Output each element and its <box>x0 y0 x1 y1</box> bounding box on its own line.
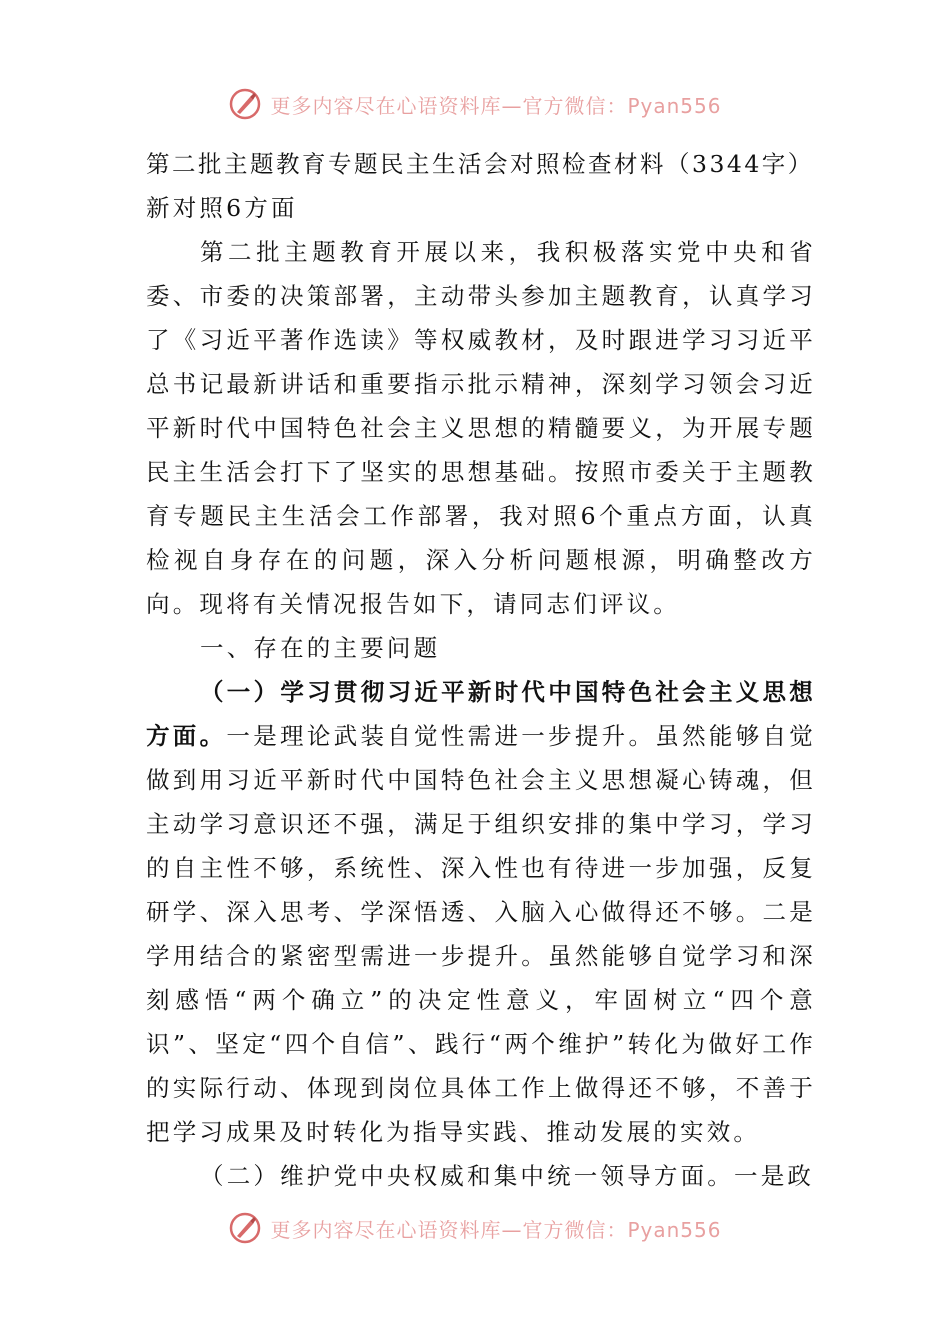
watermark-footer <box>0 1208 950 1248</box>
document-body <box>146 142 816 1198</box>
document-subtitle: 新对照6方面 <box>146 194 298 222</box>
point-one-heading: （一）学习贯彻习近平新时代中国特色社会主义思想方面。 <box>146 678 816 750</box>
point-one-paragraph <box>146 670 816 1154</box>
section-heading-problems: 一、存在的主要问题 <box>200 634 441 662</box>
watermark-text: 更多内容尽在心语资料库—官方微信：Pyan556 <box>270 1217 722 1242</box>
document-title: 第二批主题教育专题民主生活会对照检查材料（3344字） <box>146 150 814 178</box>
watermark-header <box>0 84 950 124</box>
watermark-text: 更多内容尽在心语资料库—官方微信：Pyan556 <box>270 93 722 118</box>
point-one-body: 一是理论武装自觉性需进一步提升。虽然能够自觉做到用习近平新时代中国特色社会主义思想凝心铸魂，但主动学习意识还不强，满足于组织安排的集中学习，学习的自主性不够，系统性、深入性也有待进一步加强，反复研学、深入思考、学深悟透、入脑入心做得还不够。二是学用结合的紧密型需进一步提升。虽然能够自觉学习和深刻感悟“两个确立”的决定性意义，牢固树立“四个意识”、坚定“四个自信”、践行“两个维护”转化为做好工作的实际行动、体现到岗位具体工作上做得还不够，不善于把学习成果及时转化为指导实践、推动发展的实效。 <box>146 722 816 1146</box>
intro-paragraph: 第二批主题教育开展以来，我积极落实党中央和省委、市委的决策部署，主动带头参加主题教育，认真学习了《习近平著作选读》等权威教材，及时跟进学习习近平总书记最新讲话和重要指示批示精神，深刻学习领会习近平新时代中国特色社会主义思想的精髓要义，为开展专题民主生活会打下了坚实的思想基础。按照市委关于主题教育专题民主生活会工作部署，我对照6个重点方面，认真检视自身存在的问题，深入分析问题根源，明确整改方向。现将有关情况报告如下，请同志们评议。 <box>146 238 816 618</box>
point-two-paragraph: （二）维护党中央权威和集中统一领导方面。一是政 <box>200 1162 815 1190</box>
pen-circle-logo-icon <box>228 1211 262 1245</box>
pen-circle-logo-icon <box>228 87 262 121</box>
